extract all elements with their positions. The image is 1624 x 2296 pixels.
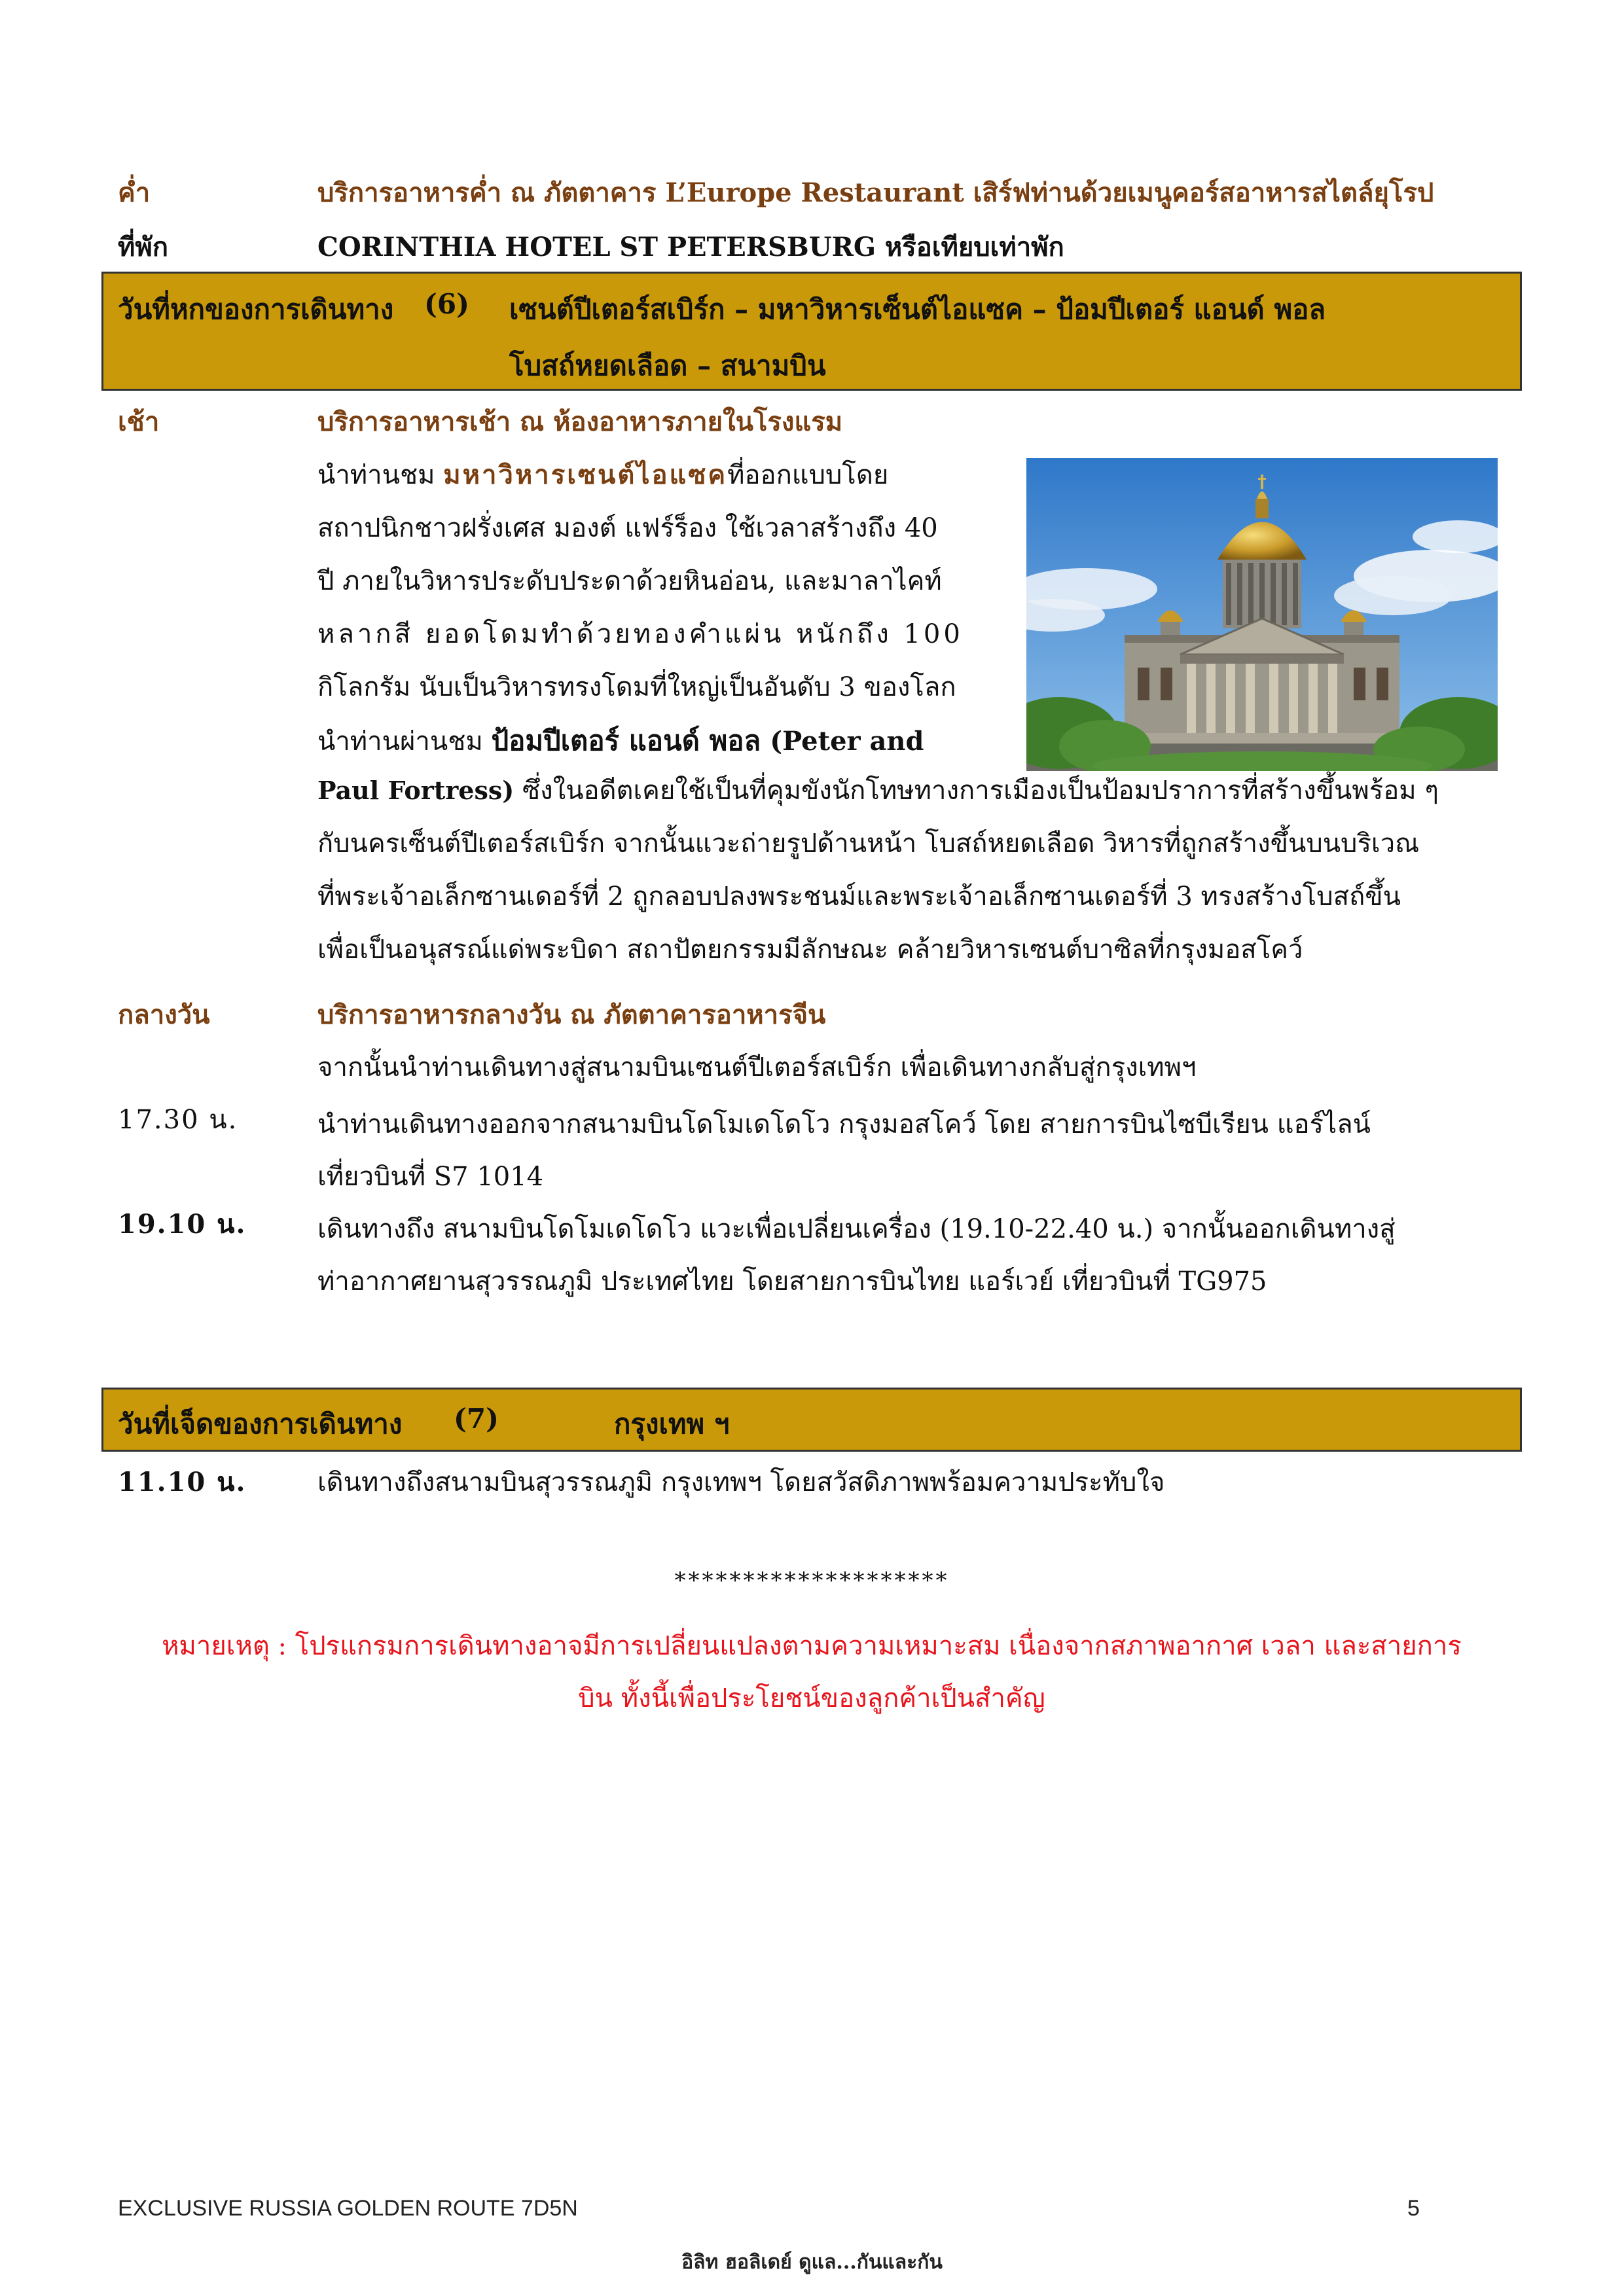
flight-1730: นำท่านเดินทางออกจากสนามบินโดโมเดโดโว กรุงมอสโคว์ โดย สายการบินไซบีเรียน แอร์ไลน์ เที่ยวบินที่ S7 1014 — [317, 1109, 1371, 1192]
isaac-paragraph — [317, 448, 1011, 768]
peter-paul-fortress-name: ป้อมปีเตอร์ แอนด์ พอล — [491, 725, 761, 757]
footer-slogan: อิลิท ฮอลิเดย์ ดูแล...กันและกัน — [681, 2251, 943, 2274]
day7-title: วันที่เจ็ดของการเดินทาง — [118, 1408, 403, 1440]
flight-1910: เดินทางถึง สนามบินโดโมเดโดโว แวะเพื่อเปลี่ยนเครื่อง (19.10-22.40 น.) จากนั้นออกเดินทางสู่ ท่าอากาศยานสุวรรณภูมิ ประเทศไทย โดยสายการบินไทย แอร์เวย์ เที่ยวบินที่ TG975 — [317, 1214, 1396, 1297]
arrival-text: เดินทางถึงสนามบินสุวรรณภูมิ กรุงเทพฯ โดยสวัสดิภาพพร้อมความประทับใจ — [317, 1467, 1165, 1498]
morning-text: บริการอาหารเช้า ณ ห้องอาหารภายในโรงแรม — [317, 406, 843, 437]
hotel-label: ที่พัก — [118, 232, 168, 262]
isaac-line-8: กับนครเซ็นต์ปีเตอร์สเบิร์ก จากนั้นแวะถ่ายรูปด้านหน้า โบสถ์หยดเลือด วิหารที่ถูกสร้างขึ้นบนบริเวณ — [317, 829, 1420, 859]
page-number: 5 — [1407, 2196, 1420, 2221]
isaac-line-7: Paul Fortress) ซึ่งในอดีตเคยใช้เป็นที่คุมขังนักโทษทางการเมืองเป็นป้อมปราการที่สร้างขึ้นพร้อม ๆ — [317, 776, 1439, 806]
isaac-line-4: หลากสี ยอดโดมทำด้วยทองคำแผ่น หนักถึง 100 — [317, 619, 964, 649]
time-1110: 11.10 น. — [118, 1467, 247, 1498]
day7-header — [101, 1388, 1522, 1452]
lunch-text: บริการอาหารกลางวัน ณ ภัตตาคารอาหารจีน — [317, 999, 826, 1030]
isaac-paragraph-continued — [317, 764, 1535, 977]
time-1910: 19.10 น. — [118, 1209, 247, 1240]
isaac-line-2: สถาปนิกชาวฝรั่งเศส มองต์ แฟร์ร็อง ใช้เวลาสร้างถึง 40 — [317, 513, 938, 543]
isaac-line-5: กิโลกรัม นับเป็นวิหารทรงโดมที่ใหญ่เป็นอันดับ 3 ของโลก — [317, 672, 956, 702]
day6-title: วันที่หกของการเดินทาง — [118, 293, 394, 325]
remark-line-1: หมายเหตุ : โปรแกรมการเดินทางอาจมีการเปลี่ยนแปลงตามความเหมาะสม เนื่องจากสภาพอากาศ เวลา และสายการ — [162, 1631, 1462, 1661]
remark-line-2: บิน ทั้งนี้เพื่อประโยชน์ของลูกค้าเป็นสำคัญ — [578, 1683, 1045, 1713]
isaac-line-9: ที่พระเจ้าอเล็กซานเดอร์ที่ 2 ถูกลอบปลงพระชนม์และพระเจ้าอเล็กซานเดอร์ที่ 3 ทรงสร้างโบสถ์ขึ้น — [317, 882, 1401, 912]
lunch-after-text: จากนั้นนำท่านเดินทางสู่สนามบินเซนต์ปีเตอร์สเบิร์ก เพื่อเดินทางกลับสู่กรุงเทพฯ — [317, 1052, 1197, 1083]
day6-route-line1: เซนต์ปีเตอร์สเบิร์ก – มหาวิหารเซ็นต์ไอแซค – ป้อมปีเตอร์ แอนด์ พอล — [509, 293, 1326, 325]
isaac-line-3: ปี ภายในวิหารประดับประดาด้วยหินอ่อน, และมาลาไคท์ — [317, 566, 942, 596]
st-isaac-cathedral-photo — [1026, 458, 1498, 771]
day7-route: กรุงเทพ ฯ — [614, 1408, 730, 1440]
time-1730: 17.30 น. — [118, 1105, 238, 1135]
dinner-text: บริการอาหารค่ำ ณ ภัตตาคาร L’Europe Restaurant เสิร์ฟท่านด้วยเมนูคอร์สอาหารสไตล์ยุโรป — [317, 177, 1434, 208]
hotel-text: CORINTHIA HOTEL ST PETERSBURG หรือเทียบเท่าพัก — [317, 232, 1064, 262]
st-isaac-cathedral-name: มหาวิหารเซนต์ไอแซค — [443, 459, 728, 490]
day6-route-line2: โบสถ์หยดเลือด – สนามบิน — [509, 350, 826, 382]
footer-title: EXCLUSIVE RUSSIA GOLDEN ROUTE 7D5N — [118, 2196, 578, 2221]
isaac-line-10: เพื่อเป็นอนุสรณ์แด่พระบิดา สถาปัตยกรรมมีลักษณะ คล้ายวิหารเซนต์บาซิลที่กรุงมอสโคว์ — [317, 935, 1303, 965]
day7-number: (7) — [454, 1403, 499, 1435]
isaac-line-1: นำท่านชม มหาวิหารเซนต์ไอแซคที่ออกแบบโดย — [317, 459, 889, 490]
dinner-label: ค่ำ — [118, 177, 151, 208]
morning-label: เช้า — [118, 406, 160, 437]
day6-header — [101, 272, 1522, 391]
asterisk-separator: ******************** — [674, 1568, 950, 1594]
day6-number: (6) — [424, 288, 469, 320]
isaac-line-6: นำท่านผ่านชม ป้อมปีเตอร์ แอนด์ พอล (Peter and — [317, 725, 924, 757]
lunch-label: กลางวัน — [118, 999, 210, 1030]
remark-note — [98, 1620, 1525, 1725]
